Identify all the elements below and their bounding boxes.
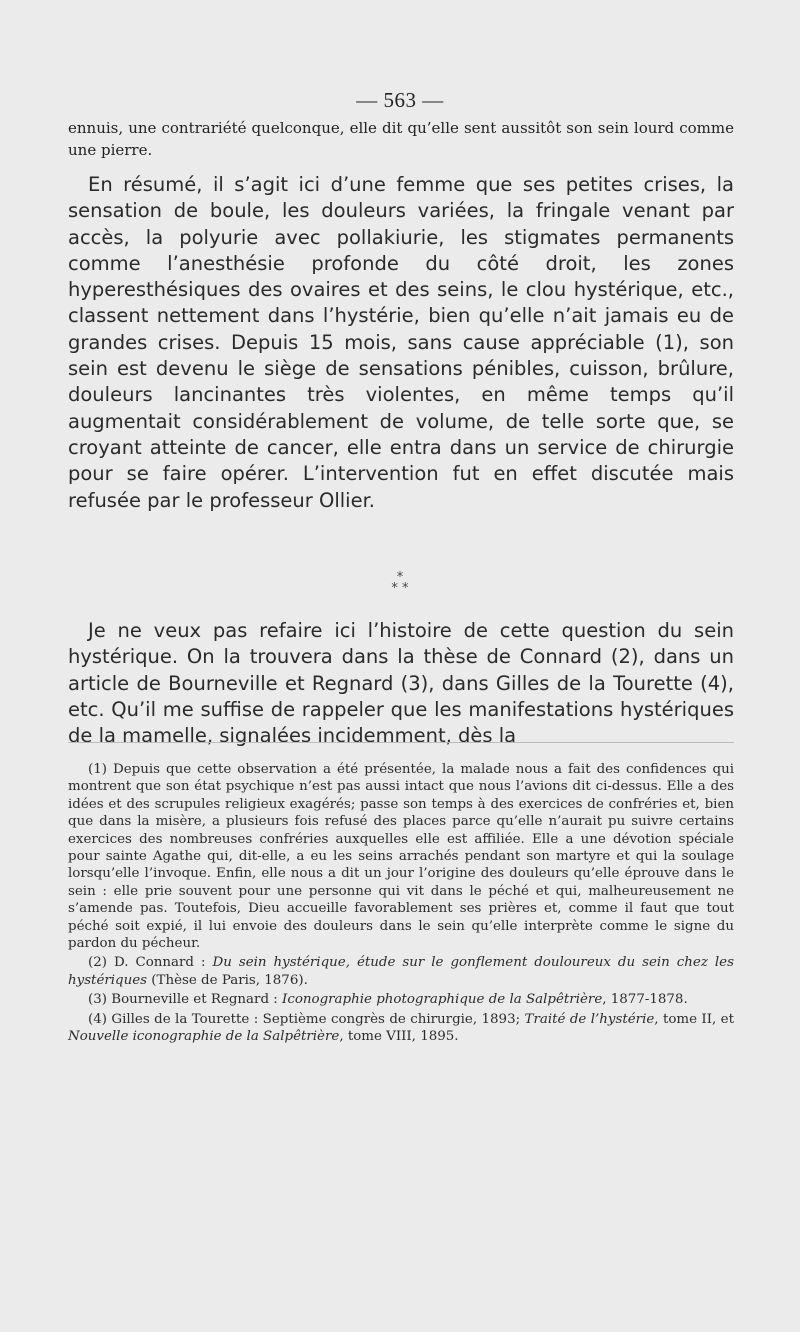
asterism-top: * xyxy=(396,570,404,585)
footnote-4-mid: , tome II, et xyxy=(654,1011,734,1027)
footnote-2-author: (2) D. Connard : xyxy=(88,955,213,971)
footnote-3-years: , 1877-1878. xyxy=(602,992,688,1008)
footnote-4-suffix: , tome VIII, 1895. xyxy=(339,1029,459,1045)
footnote-3-title: Iconographie photographique de la Salpêtrière xyxy=(282,992,603,1008)
asterism-separator xyxy=(0,572,800,594)
footnote-3 xyxy=(68,991,734,1008)
body-paragraph-1: En résumé, il s’agit ici d’une femme que ses petites crises, la sensation de boule, les douleurs variées, la fringale venant par accès, la polyurie avec pollakiurie, les stigmates permanents comme l’anesthésie profonde du côté droit, les zones hyperesthésiques des ovaires et des seins, le clou hystérique, etc., classent nettement dans l’hystérie, bien qu’elle n’ait jamais eu de grandes crises. Depuis 15 mois, sans cause appréciable (1), son sein est devenu le siège de sensations pénibles, cuisson, brûlure, douleurs lancinantes très violentes, en même temps qu’il augmentait considérablement de volume, de telle sorte que, se croyant atteinte de cancer, elle entra dans un service de chirurgie pour se faire opérer. L’intervention fut en effet discutée mais refusée par le professeur Ollier. xyxy=(68,173,734,512)
footnote-2-source: (Thèse de Paris, 1876). xyxy=(147,972,308,988)
footnotes xyxy=(68,761,734,1048)
page-number: — 563 — xyxy=(356,88,444,112)
footnote-1: (1) Depuis que cette observation a été présentée, la malade nous a fait des confidences qui montrent que son état psychique n’est pas aussi intact que nous l’avions dit ci-dessus. Elle a des idées et des scrupules religieux exagérés; passe son temps à des exercices de confréries et, bien que dans la misère, a plusieurs fois refusé des places parce qu’elle n’aurait pu suivre certains exercices des nombreuses confréries auxquelles elle est affiliée. Elle a une dévotion spéciale pour sainte Agathe qui, dit-elle, a eu les seins arrachés pendant son martyre et qui la soulage lorsqu’elle l’invoque. Enfin, elle nous a dit un jour l’origine des douleurs qu’elle éprouve dans le sein : elle prie souvent pour une personne qui vit dans le péché et qui, malheureusement ne s’amende pas. Toutefois, Dieu accueille favorablement ses prières et, comme il faut que tout péché soit expié, il lui envoie des douleurs dans le sein qu’elle interprète comme le signe du pardon du pécheur. xyxy=(68,762,734,952)
footnote-4-author: (4) Gilles de la Tourette : Septième congrès de chirurgie, 1893; xyxy=(88,1011,525,1027)
intro-paragraph: ennuis, une contrariété quelconque, elle dit qu’elle sent aussitôt son sein lourd comme une pierre. xyxy=(68,119,734,159)
footnote-4-title-1: Traité de l’hystérie xyxy=(524,1011,655,1027)
footnote-2 xyxy=(68,954,734,989)
footnote-4 xyxy=(68,1011,734,1046)
footnote-3-author: (3) Bourneville et Regnard : xyxy=(88,992,283,1008)
footnote-2-title: Du sein hystérique, étude sur le gonflement douloureux du sein chez les hystériques xyxy=(68,955,734,988)
footnote-4-title-2: Nouvelle iconographie de la Salpêtrière xyxy=(68,1029,340,1045)
asterism-bottom: * * xyxy=(391,581,409,596)
body-paragraph-2: Je ne veux pas refaire ici l’histoire de cette question du sein hystérique. On la trouvera dans la thèse de Connard (2), dans un article de Bourneville et Regnard (3), dans Gilles de la Tourette (4), etc. Qu’il me suffise de rappeler que les manifestations hystériques de la mamelle, signalées incidemment, dès la xyxy=(68,619,734,748)
footnote-divider xyxy=(68,742,734,743)
